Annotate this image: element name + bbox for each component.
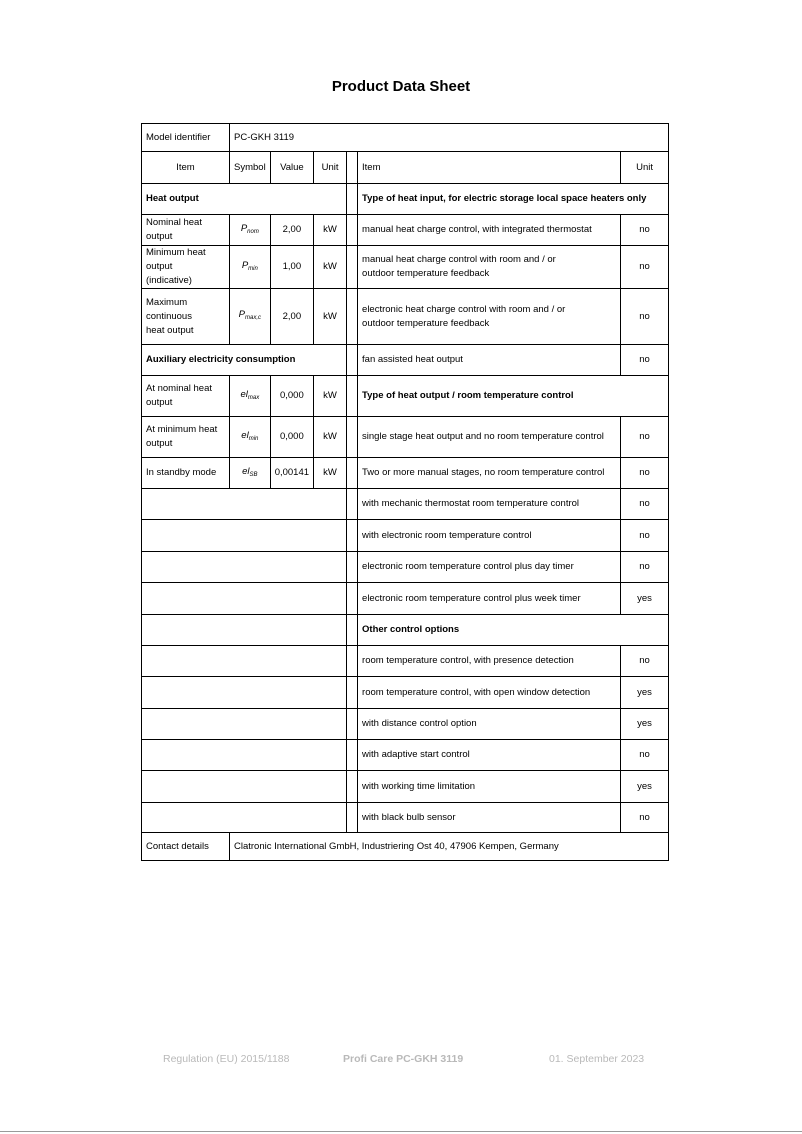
header-value: Value	[270, 152, 313, 184]
separator-cell	[347, 740, 358, 771]
param-value: 2,00	[270, 215, 313, 246]
item-line: At nominal heat	[146, 383, 213, 394]
section-heat-output: Heat output	[142, 184, 347, 215]
control-item	[358, 215, 621, 246]
section-auxiliary: Auxiliary electricity consumption	[142, 345, 347, 376]
table-row	[142, 646, 669, 677]
control-unit: no	[621, 552, 669, 583]
separator-cell	[347, 771, 358, 803]
table-row	[142, 520, 669, 552]
separator-cell	[347, 289, 358, 345]
param-value: 0,000	[270, 376, 313, 417]
separator-cell	[347, 215, 358, 246]
symbol-main: P	[238, 309, 245, 320]
separator-cell	[347, 615, 358, 646]
control-item: with distance control option	[358, 709, 621, 740]
symbol-sub: min	[248, 265, 258, 272]
table-row	[142, 246, 669, 289]
contact-row	[142, 833, 669, 861]
item-line: fan assisted heat output	[362, 354, 463, 365]
separator-cell	[347, 677, 358, 709]
table-row	[142, 709, 669, 740]
control-item: with working time limitation	[358, 771, 621, 803]
symbol-sub: min	[248, 435, 259, 442]
param-symbol	[230, 246, 271, 289]
table-row	[142, 615, 669, 646]
control-unit: no	[621, 489, 669, 520]
table-row	[142, 184, 669, 215]
param-item	[142, 246, 230, 289]
param-symbol	[230, 417, 271, 458]
section-other-control: Other control options	[358, 615, 669, 646]
control-item: with adaptive start control	[358, 740, 621, 771]
table-row	[142, 417, 669, 458]
footer-regulation: Regulation (EU) 2015/1188	[163, 1053, 290, 1065]
symbol-main: P	[240, 222, 248, 234]
header-row	[142, 152, 669, 184]
item-line: In standby mode	[146, 467, 217, 478]
separator-cell	[347, 376, 358, 417]
page-title: Product Data Sheet	[331, 78, 471, 95]
param-symbol	[230, 376, 271, 417]
control-item: electronic room temperature control plus week timer	[358, 583, 621, 615]
header-unit: Unit	[314, 152, 347, 184]
empty-cell	[142, 803, 347, 833]
symbol-sub: max	[247, 394, 260, 401]
control-item	[358, 345, 621, 376]
control-item	[358, 289, 621, 345]
param-unit: kW	[314, 376, 347, 417]
control-item: with mechanic thermostat room temperature control	[358, 489, 621, 520]
header-right-unit: Unit	[621, 152, 669, 184]
param-item	[142, 215, 230, 246]
param-unit: kW	[314, 215, 347, 246]
empty-cell	[142, 489, 347, 520]
item-line: electronic heat charge control with room and / or	[362, 303, 566, 315]
table-row	[142, 289, 669, 345]
separator-cell	[347, 803, 358, 833]
control-unit: yes	[621, 677, 669, 709]
item-line: output	[146, 438, 173, 449]
table-row	[142, 552, 669, 583]
param-item	[142, 458, 230, 489]
header-right-item: Item	[358, 152, 621, 184]
control-item: with electronic room temperature control	[358, 520, 621, 552]
empty-cell	[142, 709, 347, 740]
table-row	[142, 376, 669, 417]
separator-cell	[347, 489, 358, 520]
empty-cell	[142, 771, 347, 803]
symbol-main: P	[241, 259, 249, 271]
param-symbol	[230, 458, 271, 489]
param-value: 2,00	[270, 289, 313, 345]
item-line: Minimum heat output	[146, 247, 206, 272]
separator-cell	[347, 646, 358, 677]
control-unit: no	[621, 740, 669, 771]
control-unit: no	[621, 215, 669, 246]
symbol-main: el	[242, 465, 250, 477]
symbol-sub: nom	[247, 228, 259, 235]
item-line: outdoor temperature feedback	[362, 317, 490, 329]
table-row	[142, 489, 669, 520]
item-line: (indicative)	[146, 275, 192, 286]
control-unit: no	[621, 246, 669, 289]
empty-cell	[142, 520, 347, 552]
model-value: PC-GKH 3119	[230, 124, 669, 152]
control-item: with black bulb sensor	[358, 803, 621, 833]
separator-cell	[347, 345, 358, 376]
header-item: Item	[142, 152, 230, 184]
empty-cell	[142, 677, 347, 709]
table-row	[142, 677, 669, 709]
control-item: electronic room temperature control plus day timer	[358, 552, 621, 583]
param-unit: kW	[314, 289, 347, 345]
param-value: 0,00141	[270, 458, 313, 489]
control-item: single stage heat output and no room temperature control	[358, 417, 621, 458]
separator-cell	[347, 458, 358, 489]
control-unit: no	[621, 803, 669, 833]
param-symbol	[230, 289, 271, 345]
item-line: outdoor temperature feedback	[362, 268, 490, 279]
item-line: Maximum	[146, 296, 188, 308]
param-unit: kW	[314, 246, 347, 289]
control-unit: no	[621, 417, 669, 458]
param-value: 0,000	[270, 417, 313, 458]
empty-cell	[142, 583, 347, 615]
param-item	[142, 289, 230, 345]
param-value: 1,00	[270, 246, 313, 289]
param-unit: kW	[314, 417, 347, 458]
control-unit: no	[621, 458, 669, 489]
param-item	[142, 417, 230, 458]
product-data-table	[141, 123, 669, 861]
item-line: manual heat charge control with room and / or	[362, 254, 556, 265]
item-line: continuous	[146, 310, 192, 322]
table-row	[142, 458, 669, 489]
separator-cell	[347, 520, 358, 552]
separator-cell	[347, 417, 358, 458]
empty-cell	[142, 646, 347, 677]
param-symbol	[230, 215, 271, 246]
model-label: Model identifier	[142, 124, 230, 152]
item-line: Nominal heat output	[146, 217, 202, 242]
control-unit: yes	[621, 583, 669, 615]
empty-cell	[142, 615, 347, 646]
separator-cell	[347, 583, 358, 615]
param-item	[142, 376, 230, 417]
separator-cell	[347, 709, 358, 740]
item-line: heat output	[146, 324, 194, 336]
table-row	[142, 345, 669, 376]
table-row	[142, 740, 669, 771]
control-item: room temperature control, with open window detection	[358, 677, 621, 709]
footer-product: Profi Care PC-GKH 3119	[343, 1053, 464, 1065]
control-unit: no	[621, 520, 669, 552]
item-line: At minimum heat	[146, 424, 218, 435]
separator-cell	[347, 184, 358, 215]
table-row	[142, 771, 669, 803]
contact-label: Contact details	[142, 833, 230, 861]
symbol-main: el	[241, 429, 249, 441]
section-heat-output-control: Type of heat output / room temperature control	[358, 376, 669, 417]
table-row	[142, 803, 669, 833]
symbol-main: el	[240, 388, 248, 400]
separator-cell	[347, 552, 358, 583]
header-symbol: Symbol	[230, 152, 271, 184]
control-unit: no	[621, 345, 669, 376]
contact-value: Clatronic International GmbH, Industriering Ost 40, 47906 Kempen, Germany	[230, 833, 669, 861]
control-unit: no	[621, 646, 669, 677]
section-heat-input-type: Type of heat input, for electric storage local space heaters only	[358, 184, 669, 215]
control-unit: no	[621, 289, 669, 345]
item-line: manual heat charge control, with integrated thermostat	[362, 224, 592, 235]
control-item	[358, 246, 621, 289]
param-unit: kW	[314, 458, 347, 489]
separator-cell	[347, 246, 358, 289]
symbol-sub: max,c	[245, 315, 262, 321]
footer-date: 01. September 2023	[549, 1053, 645, 1065]
control-item: Two or more manual stages, no room temperature control	[358, 458, 621, 489]
control-unit: yes	[621, 709, 669, 740]
control-item: room temperature control, with presence detection	[358, 646, 621, 677]
page-bottom-rule	[0, 1131, 802, 1132]
table-row	[142, 583, 669, 615]
table-row	[142, 215, 669, 246]
symbol-sub: SB	[249, 471, 258, 478]
control-unit: yes	[621, 771, 669, 803]
separator-cell	[347, 152, 358, 184]
empty-cell	[142, 740, 347, 771]
item-line: output	[146, 397, 173, 408]
model-row	[142, 124, 669, 152]
empty-cell	[142, 552, 347, 583]
